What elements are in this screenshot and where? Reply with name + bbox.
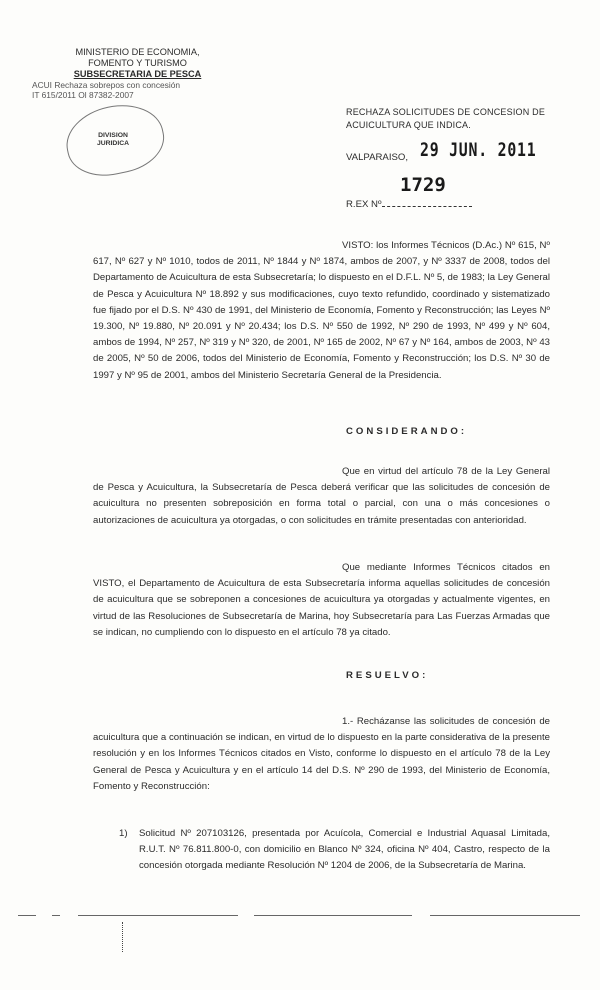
visto-paragraph: VISTO: los Informes Técnicos (D.Ac.) Nº 615, Nº 617, Nº 627 y Nº 1010, todos de 2011, Nº 1844 y Nº 1874, ambos de 2007, y Nº 3337 de 2008, todos del Departamento de Acuicultura de esta Subsecretaría; lo dispuesto en el D.F.L. Nº 5, de 1983; la Ley General de Pesca y Acuicultura Nº 18.892 y sus modificaciones, cuyo texto refundido, coordinado y sistematizado fue fijado por el D.S. Nº 430 de 1991, del Ministerio de Economía, Fomento y Reconstrucción; las Leyes Nº 19.300, Nº 19.880, Nº 20.091 y Nº 20.434; los D.S. Nº 550 de 1992, Nº 290 de 1993, Nº 499 y Nº 604, ambos de 1994, Nº 257, Nº 319 y Nº 320, de 2001, Nº 165 de 2002, Nº 67 y Nº 164, ambos de 2003, Nº 43 de 2005, Nº 50 de 2006, todos del Ministerio de Economía, Fomento y Reconstrucción; los D.S. Nº 30 de 1997 y Nº 95 de 2001, ambos del Ministerio Secretaría General de la Presidencia.	[93, 240, 550, 381]
rex-label: R.EX Nº	[346, 199, 382, 210]
date-stamp: 29 JUN. 2011	[420, 139, 537, 161]
subsecretaria-name: SUBSECRETARIA DE PESCA	[73, 69, 202, 79]
footer-rule-5	[430, 915, 580, 916]
document-title: RECHAZA SOLICITUDES DE CONCESION DE ACUICULTURA QUE INDICA.	[346, 107, 546, 130]
ministry-name-2: FOMENTO Y TURISMO	[88, 58, 187, 68]
footer-rule-3	[78, 915, 238, 916]
stamp-label	[88, 132, 138, 148]
rex-blank	[382, 196, 472, 207]
considerando-paragraph-2: Que mediante Informes Técnicos citados en VISTO, el Departamento de Acuicultura de esta Subsecretaría informa aquellas solicitudes de concesión de acuicultura que se sobreponen a concesiones de acuicultura ya otorgadas y actualmente vigentes, en virtud de las Resoluciones de Subsecretaría de Marina, hoy Subsecretaría para Las Fuerzas Armadas que se indican, no cumpliendo con lo dispuesto en el artículo 78 ya citado.	[93, 562, 550, 638]
ministry-name: MINISTERIO DE ECONOMIA,	[75, 47, 200, 57]
considerando-heading: CONSIDERANDO:	[346, 426, 468, 437]
footer-rule-2	[52, 915, 60, 916]
rex-line	[346, 196, 472, 213]
resuelvo-heading: RESUELVO:	[346, 670, 429, 681]
resolution-number: 1729	[400, 174, 446, 196]
resuelvo-paragraph-1: 1.- Recházanse las solicitudes de concesión de acuicultura que a continuación se indican, en virtud de lo dispuesto en la parte considerativa de la presente resolución y en los Informes Técnicos citados en Visto, conforme lo dispuesto en el artículo 78 de la Ley General de Pesca y Acuicultura y en el artículo 14 del D.S. Nº 290 de 1993, del Ministerio de Economía, Fomento y Reconstrucción:	[93, 716, 550, 792]
file-reference: ACUI Rechaza sobrepos con concesión	[32, 80, 181, 90]
file-reference-2: IT 615/2011 Ol 87382-2007	[32, 90, 134, 100]
list-item-number: 1)	[119, 828, 128, 839]
margin-marks	[122, 922, 125, 952]
list-item-text: Solicitud Nº 207103126, presentada por Acuícola, Comercial e Industrial Aquasal Limitada, R.U.T. Nº 76.811.800-0, con domicilio en Blanco Nº 324, oficina Nº 404, Castro, respecto de la concesión otorgada mediante Resolución Nº 1204 de 2006, de la Subsecretaría de Marina.	[139, 828, 550, 872]
ministry-header	[32, 47, 225, 100]
footer-rule-1	[18, 915, 36, 916]
place: VALPARAISO,	[346, 152, 409, 163]
stamp-line-1: DIVISION	[98, 132, 128, 139]
stamp-line-2: JURIDICA	[96, 140, 130, 147]
footer-rule-4	[254, 915, 412, 916]
considerando-paragraph-1: Que en virtud del artículo 78 de la Ley General de Pesca y Acuicultura, la Subsecretaría de Pesca deberá verificar que las solicitudes de concesión de acuicultura no presenten sobreposición en forma total o parcial, con una o más concesiones o autorizaciones de acuicultura ya otorgadas, o con solicitudes en trámite presentadas con anterioridad.	[93, 466, 550, 526]
